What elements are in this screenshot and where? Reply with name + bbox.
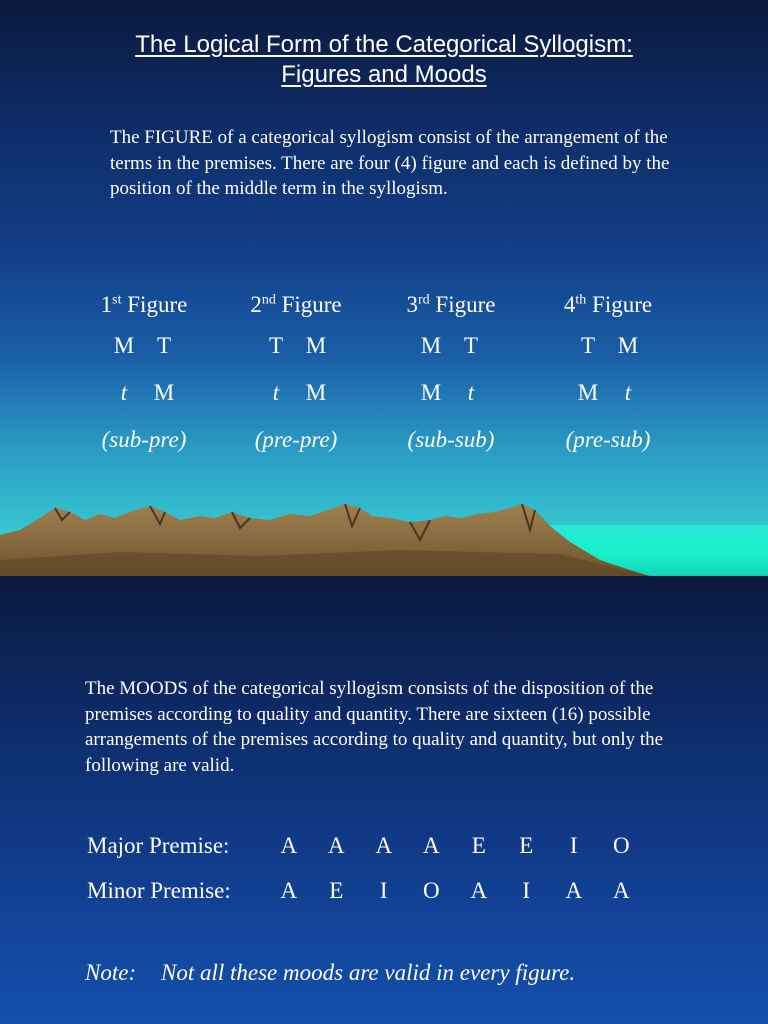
mood-letter: A bbox=[565, 878, 583, 903]
figure-row-minor: t M bbox=[272, 380, 327, 405]
figure-paragraph: The FIGURE of a categorical syllogism consist of the arrangement of the terms in the premises. There are four (4) figure and each is defined by the position of the middle term in the syllogism. bbox=[110, 127, 670, 199]
note-line bbox=[85, 960, 575, 986]
mood-letter: E bbox=[329, 878, 344, 903]
figure-description: (pre-sub) bbox=[565, 427, 651, 452]
mood-letter: A bbox=[612, 878, 630, 903]
mood-letter: A bbox=[280, 878, 298, 903]
slide-title bbox=[0, 30, 768, 90]
minor-premise-label: Minor Premise: bbox=[87, 878, 231, 903]
major-premise-row bbox=[87, 831, 645, 861]
mood-letter: A bbox=[280, 833, 298, 858]
note-text: Not all these moods are valid in every figure. bbox=[161, 960, 576, 985]
slide-moods bbox=[0, 576, 768, 1024]
mood-letter: E bbox=[471, 833, 486, 858]
title-line-1: The Logical Form of the Categorical Syllogism: bbox=[135, 31, 633, 58]
figure-heading: 3rd Figure bbox=[406, 292, 496, 317]
mood-letter: E bbox=[519, 833, 534, 858]
figure-column-3 bbox=[376, 292, 526, 463]
figure-row-major: T M bbox=[268, 333, 327, 358]
note-label: Note: bbox=[85, 960, 137, 985]
figure-column-4 bbox=[533, 292, 683, 463]
mountain-range-decoration bbox=[0, 490, 768, 576]
mood-letter: A bbox=[327, 833, 345, 858]
figure-description: (sub-sub) bbox=[407, 427, 495, 452]
mood-letter: A bbox=[470, 878, 488, 903]
mood-letter: I bbox=[379, 878, 388, 903]
figure-row-minor: M t bbox=[577, 380, 632, 405]
title-line-2: Figures and Moods bbox=[281, 61, 487, 88]
figure-heading: 4th Figure bbox=[563, 292, 653, 317]
figure-heading: 2nd Figure bbox=[250, 292, 342, 317]
mood-letter: O bbox=[422, 878, 440, 903]
mood-letter: A bbox=[375, 833, 393, 858]
mood-letter: I bbox=[569, 833, 578, 858]
moods-paragraph: The MOODS of the categorical syllogism consists of the disposition of the premises according to quality and quantity. There are sixteen (16) possible arrangements of the premises according to quality and quantity, but only the following are valid. bbox=[85, 678, 664, 776]
figure-row-minor: M t bbox=[420, 380, 475, 405]
mood-letter: A bbox=[422, 833, 440, 858]
figure-row-major: T M bbox=[580, 333, 639, 358]
figure-row-major: M T bbox=[113, 333, 172, 358]
figure-heading: 1st Figure bbox=[100, 292, 188, 317]
mood-letter: I bbox=[522, 878, 531, 903]
mood-letter: O bbox=[612, 833, 630, 858]
figure-description: (sub-pre) bbox=[101, 427, 187, 452]
figure-column-1 bbox=[69, 292, 219, 463]
figure-row-minor: t M bbox=[120, 380, 175, 405]
figure-row-major: M T bbox=[420, 333, 479, 358]
minor-premise-row bbox=[87, 876, 645, 906]
figure-description: (pre-pre) bbox=[254, 427, 338, 452]
figure-column-2 bbox=[221, 292, 371, 463]
major-premise-label: Major Premise: bbox=[87, 833, 230, 858]
